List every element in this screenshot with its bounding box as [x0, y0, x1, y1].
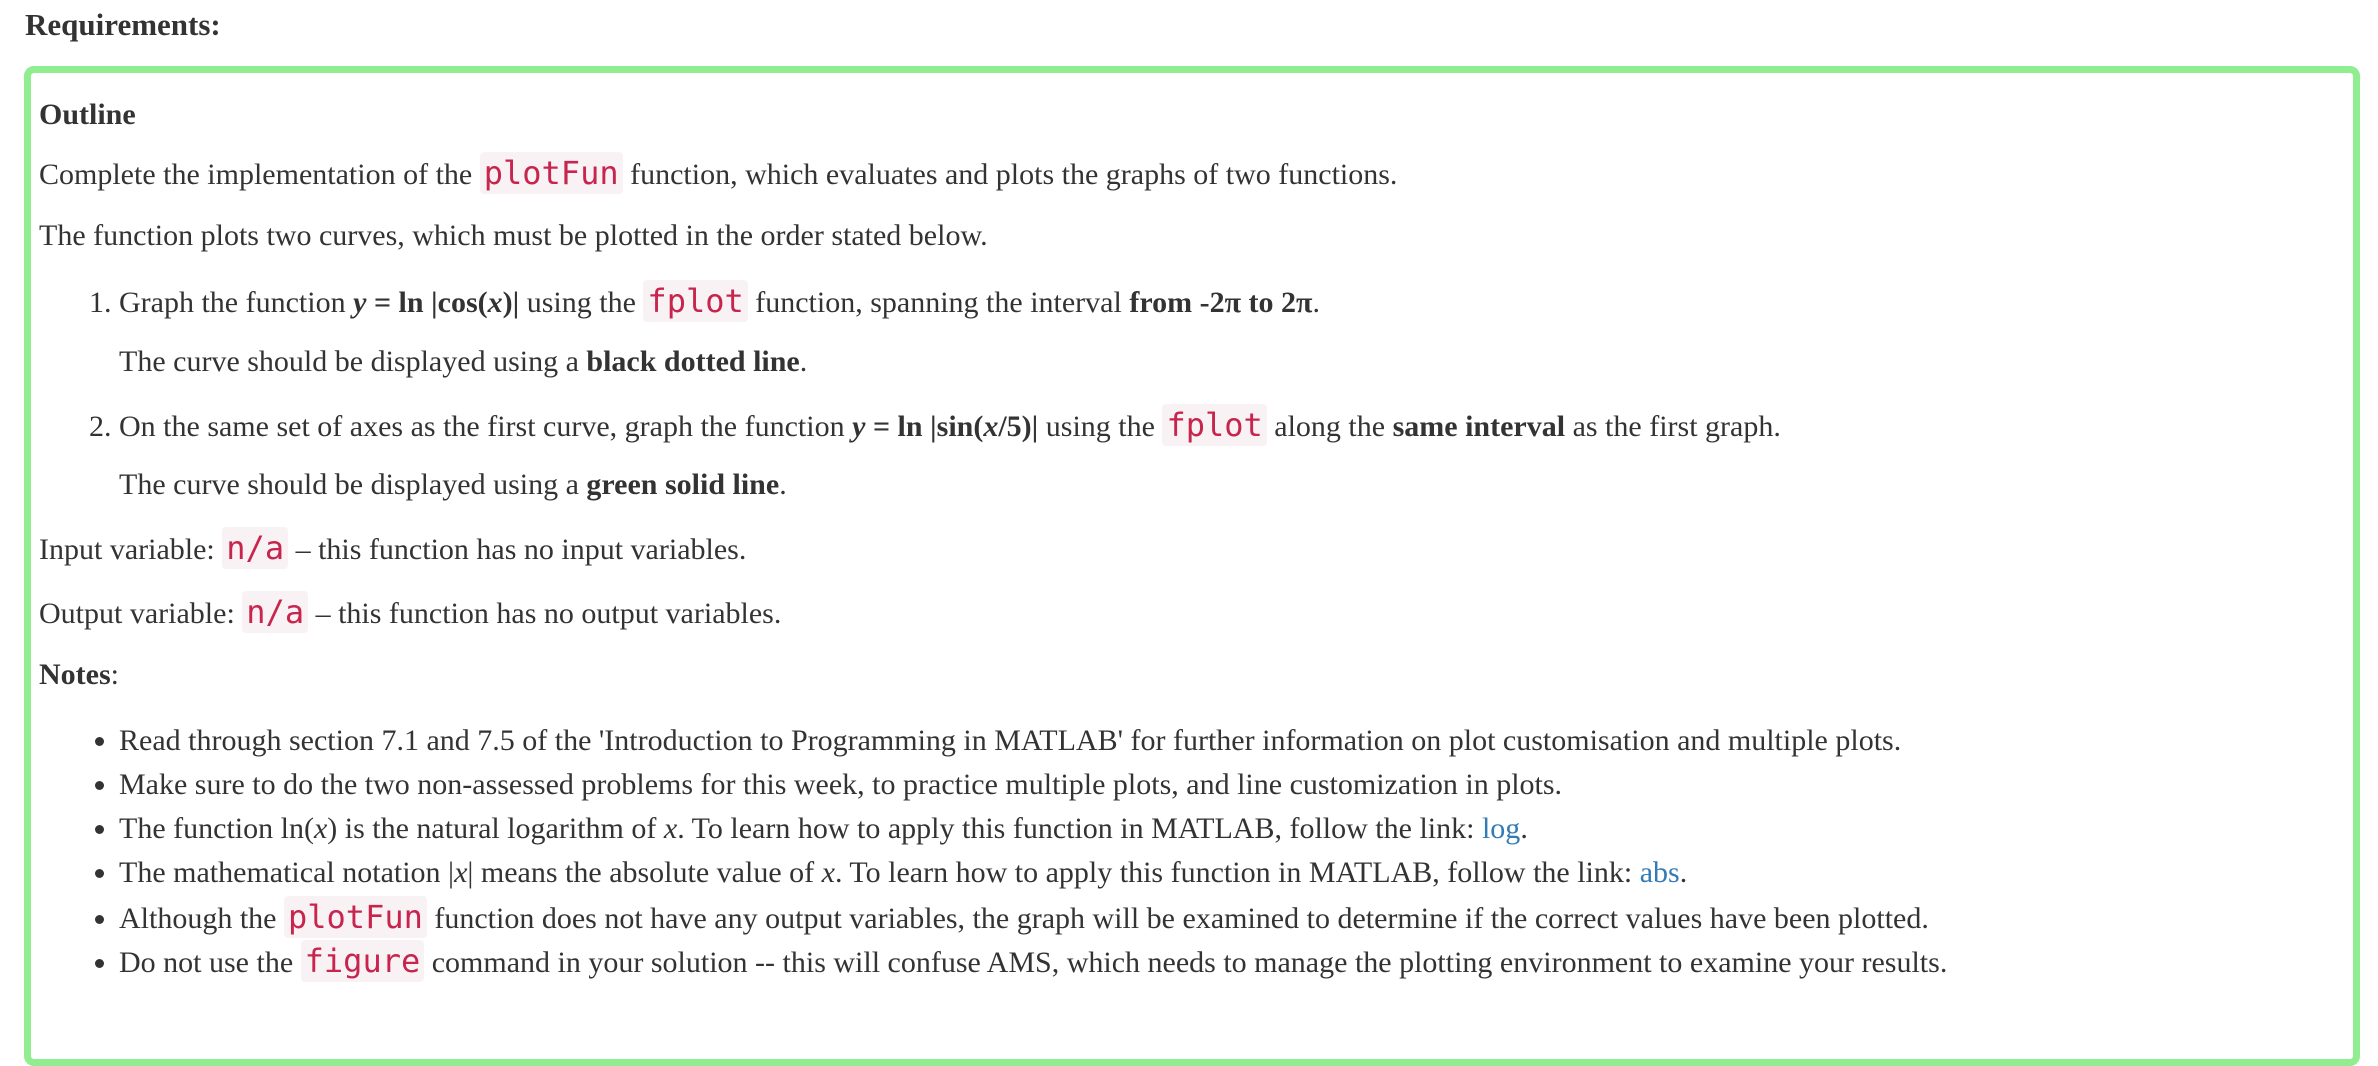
plotfun-code: plotFun: [480, 152, 623, 194]
note-item: • The function ln(x) is the natural logarithm of x. To learn how to apply this function in MATLAB, follow the link: log.: [119, 807, 2353, 851]
equation: y = ln |cos(x)|: [353, 286, 520, 319]
output-var-code: n/a: [242, 591, 308, 633]
interval-text: from -2π to 2π: [1129, 286, 1313, 319]
step-text: along the: [1266, 409, 1393, 443]
intro-paragraph: [39, 152, 2353, 194]
step-item-2: [119, 404, 2353, 506]
step-style-note: The curve should be displayed using a green solid line.: [119, 468, 787, 501]
abs-link[interactable]: abs: [1639, 856, 1680, 889]
requirements-box: [24, 66, 2360, 1066]
plotfun-code: plotFun: [284, 896, 427, 938]
notes-heading: Notes:: [39, 658, 119, 691]
intro-text-end: function, which evaluates and plots the graphs of two functions.: [622, 158, 1398, 191]
fplot-code: fplot: [1162, 404, 1266, 446]
line-style-text: green solid line: [586, 468, 780, 501]
step-text: On the same set of axes as the first curve, graph the function: [119, 409, 853, 443]
step-text: Graph the function: [119, 286, 354, 319]
log-link[interactable]: log: [1481, 812, 1521, 845]
outline-title: Outline: [39, 98, 136, 131]
input-variable: Input variable: n/a – this function has no input variables.: [39, 529, 747, 567]
intro-text: Complete the implementation of the: [39, 158, 480, 191]
interval-text: same interval: [1392, 409, 1566, 443]
line-style-text: black dotted line: [586, 344, 800, 378]
fplot-code: fplot: [643, 280, 747, 322]
note-item: • Read through section 7.1 and 7.5 of the 'Introduction to Programming in MATLAB' for further information on plot customisation and multiple plots.: [119, 719, 2353, 763]
input-var-code: n/a: [222, 527, 288, 569]
step-text: function, spanning the interval: [747, 286, 1130, 319]
step-style-note: The curve should be displayed using a black dotted line.: [119, 344, 808, 378]
step-text: as the first graph.: [1565, 409, 1781, 443]
equation: y = ln |sin(x/5)|: [852, 409, 1039, 443]
note-item: • Do not use the figure command in your solution -- this will confuse AMS, which needs to manage the plotting environment to examine your results.: [119, 939, 2353, 983]
steps-list: [39, 280, 2353, 505]
step-text: using the: [1038, 409, 1163, 443]
step-item-1: [119, 280, 2353, 382]
requirements-heading: Requirements:: [25, 7, 221, 42]
figure-code: figure: [301, 940, 425, 982]
note-item: • The mathematical notation |x| means the absolute value of x. To learn how to apply this function in MATLAB, follow the link: abs.: [119, 851, 2353, 895]
step-text: .: [1312, 286, 1320, 319]
step-text: using the: [519, 286, 644, 319]
notes-list: [39, 719, 2353, 983]
output-variable: Output variable: n/a – this function has no output variables.: [39, 593, 782, 631]
order-paragraph: The function plots two curves, which must be plotted in the order stated below.: [39, 219, 988, 252]
note-item: • Make sure to do the two non-assessed problems for this week, to practice multiple plots, and line customization in plots.: [119, 763, 2353, 807]
note-item: • Although the plotFun function does not have any output variables, the graph will be examined to determine if the correct values have been plotted.: [119, 895, 2353, 939]
